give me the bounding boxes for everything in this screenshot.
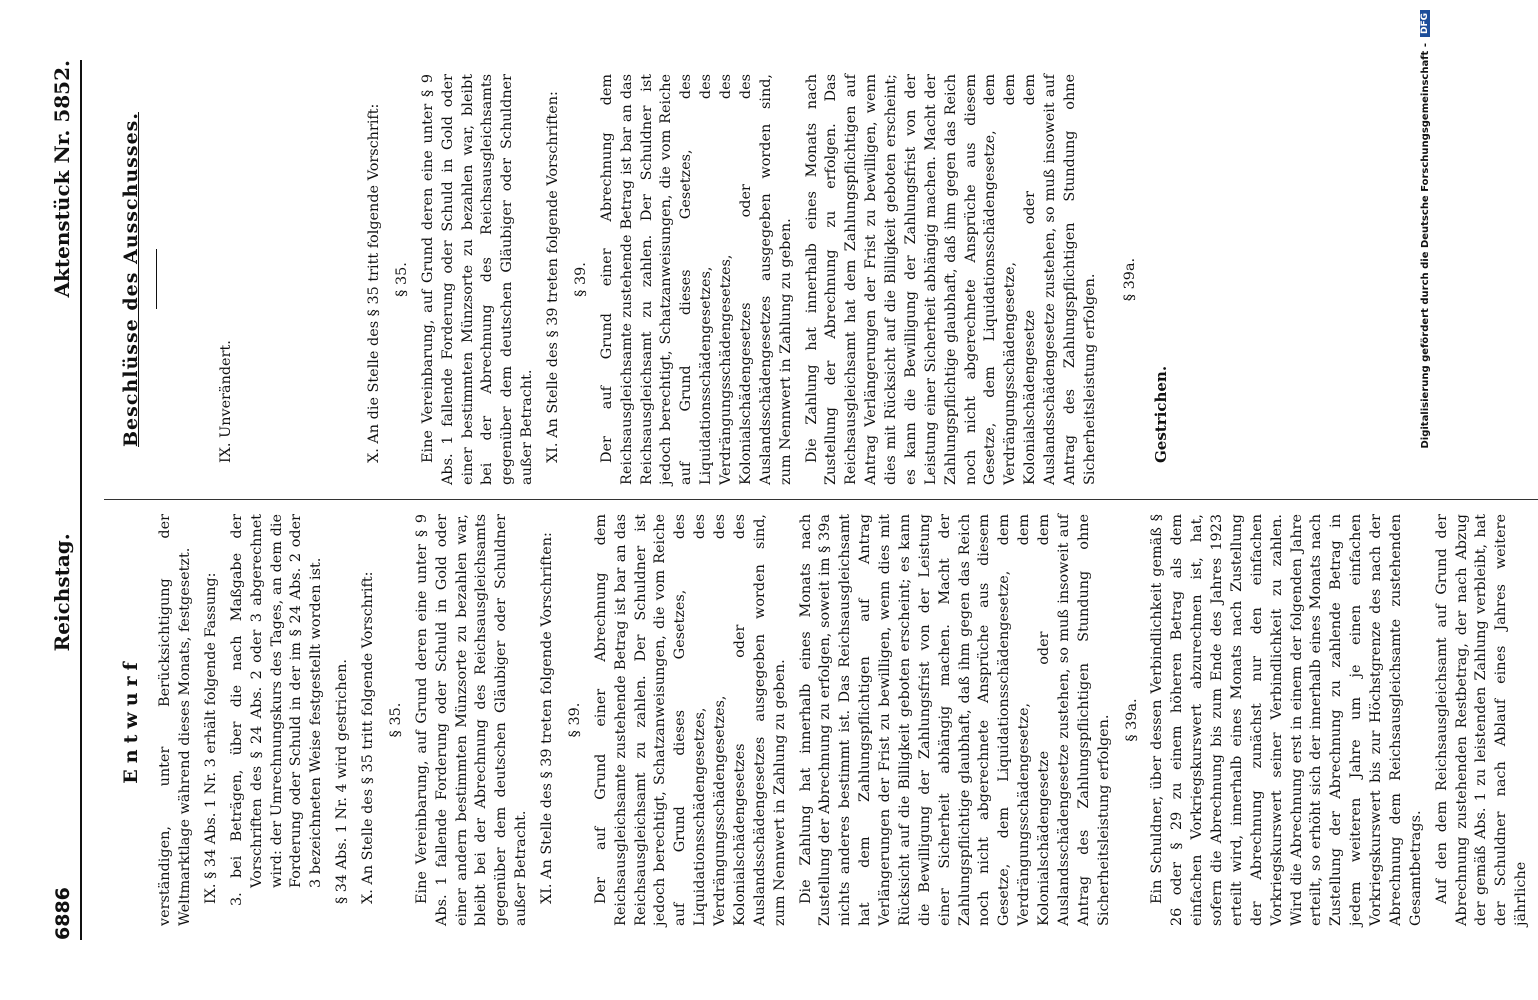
paragraph: Eine Vereinbarung, auf Grund deren eine unter § 9 Abs. 1 fallende Forderung oder Schuld in Gold oder einer andern bestimmten Münzsorte zu bezahlen war, bleibt bei der Abrechnung des Reichsausgleichsamts gegenüber dem deutschen Gläubiger oder Schuldner außer Betracht.	[413, 514, 530, 926]
paragraph: Auf den dem Reichsausgleichsamt auf Grund der Abrechnung zustehenden Restbetrag, der nach Abzug der gemäß Abs. 1 zu leistenden Zahlung verbleibt, hat der Schuldner nach Ablauf eines Jahres weitere jährliche	[1433, 514, 1530, 926]
column-committee-decisions	[104, 60, 1538, 500]
dfg-logo: DFG	[1420, 10, 1430, 37]
two-column-layout	[104, 60, 1538, 940]
title-rule	[156, 250, 157, 310]
header-document: Aktenstück Nr. 5852.	[50, 60, 74, 298]
paragraph: X. An die Stelle des § 35 tritt folgende Vorschrift:	[366, 103, 383, 463]
section-heading: § 39.	[566, 702, 583, 738]
page-header	[50, 60, 74, 940]
paragraph: IX. Unverändert.	[218, 340, 235, 463]
struck-label: Gestrichen.	[1151, 365, 1170, 463]
paragraph: Eine Vereinbarung, auf Grund deren eine unter § 9 Abs. 1 fallende Forderung oder Schuld in Gold oder einer bestimmten Münzsorte zu bezahlen war, bleibt bei der Abrechnung des Reichsausgleichsamts gegenüber dem deutschen Gläubiger oder Schuldner außer Betracht.	[419, 74, 536, 485]
paragraph: X. An Stelle des § 35 tritt folgende Vorschrift:	[360, 571, 377, 904]
credit-text: Digitalisierung gefördert durch die Deutsche Forschungsgemeinschaft -	[1419, 43, 1431, 449]
paragraph: Die Zahlung hat innerhalb eines Monats nach Zustellung der Abrechnung zu erfolgen, soweit im § 39a nichts anderes bestimmt ist. Das Reichsausgleichsamt hat dem Zahlungspflichtigen auf Antrag Verlängerungen der Frist zu bewilligen, wenn dies mit Rücksicht auf die Billigkeit geboten erscheint; es kann die Bewilligung der Zahlungsfrist von der Leistung einer Sicherheit abhängig machen. Macht der Zahlungspflichtige glaubhaft, daß ihm gegen das Reich noch nicht abgerechnete Ansprüche aus diesem Gesetze, dem Liquidationsschädengesetze, dem Verdrängungsschädengesetze, dem Kolonialschädengesetze oder dem Auslandsschädengesetze zustehen, so muß insoweit auf Antrag des Zahlungspflichtigen Stundung ohne Sicherheitsleistung erfolgen.	[797, 514, 1112, 926]
section-heading: § 35.	[393, 262, 410, 297]
header-rule	[80, 60, 82, 940]
section-heading: § 35.	[387, 702, 404, 738]
paragraph: IX. § 34 Abs. 1 Nr. 3 erhält folgende Fassung:	[202, 572, 219, 904]
digitization-credit	[1418, 10, 1432, 990]
column-title-draft: Entwurf	[120, 656, 142, 784]
paragraph: Der auf Grund einer Abrechnung dem Reichsausgleichsamte zustehende Betrag ist bar an das Reichsausgleichsamt zu zahlen. Der Schuldner ist jedoch berechtigt, Schatzanweisungen, die vom Reiche auf Grund dieses Gesetzes, des Liquidationsschädengesetzes, des Verdrängungsschädengesetzes, des Kolonialschädengesetzes oder des Auslandsschädengesetzes ausgegeben worden sind, zum Nennwert in Zahlung zu geben.	[592, 514, 788, 926]
paragraph: Ein Schuldner, über dessen Verbindlichkeit gemäß § 26 oder § 29 zu einem höheren Betrag als dem einfachen Vorkriegskurswert abzurechnen ist, hat, sofern die Abrechnung bis zum Ende des Jahres 1923 erteilt wird, innerhalb eines Monats nach Zustellung der Abrechnung zunächst nur den einfachen Vorkriegskurswert seiner Verbindlichkeit zu zahlen. Wird die Abrechnung erst in einem der folgenden Jahre erteilt, so erhöht sich der innerhalb eines Monats nach Zustellung der Abrechnung zu zahlende Betrag in jedem weiteren Jahre um je einen einfachen Vorkriegskurswert bis zur Höchstgrenze des nach der Abrechnung dem Reichsausgleichsamte zustehenden Gesamtbetrags.	[1149, 514, 1424, 926]
paragraph: verständigen, unter Berücksichtigung der Weltmarktlage während dieses Monats, festgesetzt.	[157, 514, 194, 926]
paragraph: § 34 Abs. 1 Nr. 4 wird gestrichen.	[334, 659, 351, 904]
paragraph: Der auf Grund einer Abrechnung dem Reichsausgleichsamte zustehende Betrag ist bar an das Reichsausgleichsamt zu zahlen. Der Schuldner ist jedoch berechtigt, Schatzanweisungen, die vom Reiche auf Grund dieses Gesetzes, des Liquidationsschädengesetzes, des Verdrängungsschädengesetzes, des Kolonialschädengesetzes oder des Auslandsschädengesetzes ausgegeben worden sind, zum Nennwert in Zahlung zu geben.	[598, 74, 794, 485]
paragraph: XI. An Stelle des § 39 treten folgende Vorschriften:	[545, 91, 562, 463]
column-draft	[104, 500, 1538, 940]
paragraph: XI. An Stelle des § 39 treten folgende Vorschriften:	[539, 532, 556, 904]
section-heading: § 39a.	[1121, 257, 1138, 302]
section-heading: § 39.	[572, 262, 589, 297]
paragraph: Die Zahlung hat innerhalb eines Monats nach Zustellung der Abrechnung zu erfolgen. Das Reichsausgleichsamt hat dem Zahlungspflichtigen auf Antrag Verlängerungen der Frist zu bewilligen, wenn dies mit Rücksicht auf die Billigkeit geboten erscheint; es kann die Bewilligung der Zahlungsfrist von der Leistung einer Sicherheit abhängig machen. Macht der Zahlungspflichtige glaubhaft, daß ihm gegen das Reich noch nicht abgerechnete Ansprüche aus diesem Gesetze, dem Liquidationsschädengesetze, dem Verdrängungsschädengesetze, dem Kolonialschädengesetze oder dem Auslandsschädengesetze zustehen, so muß insoweit auf Antrag des Zahlungspflichtigen Stundung ohne Sicherheitsleistung erfolgen.	[803, 74, 1098, 485]
section-heading: § 39a.	[1123, 698, 1140, 742]
header-body: Reichstag.	[50, 533, 74, 652]
column-title-committee: Beschlüsse des Ausschusses.	[120, 112, 142, 447]
paragraph: 3. bei Beträgen, über die nach Maßgabe der Vorschriften des § 24 Abs. 2 oder 3 abgerechnet wird: der Umrechnungskurs des Tages, an dem die Forderung oder Schuld in der im § 24 Abs. 2 oder 3 bezeichneten Weise festgestellt worden ist.	[228, 514, 325, 906]
page-number: 6886	[52, 887, 74, 940]
